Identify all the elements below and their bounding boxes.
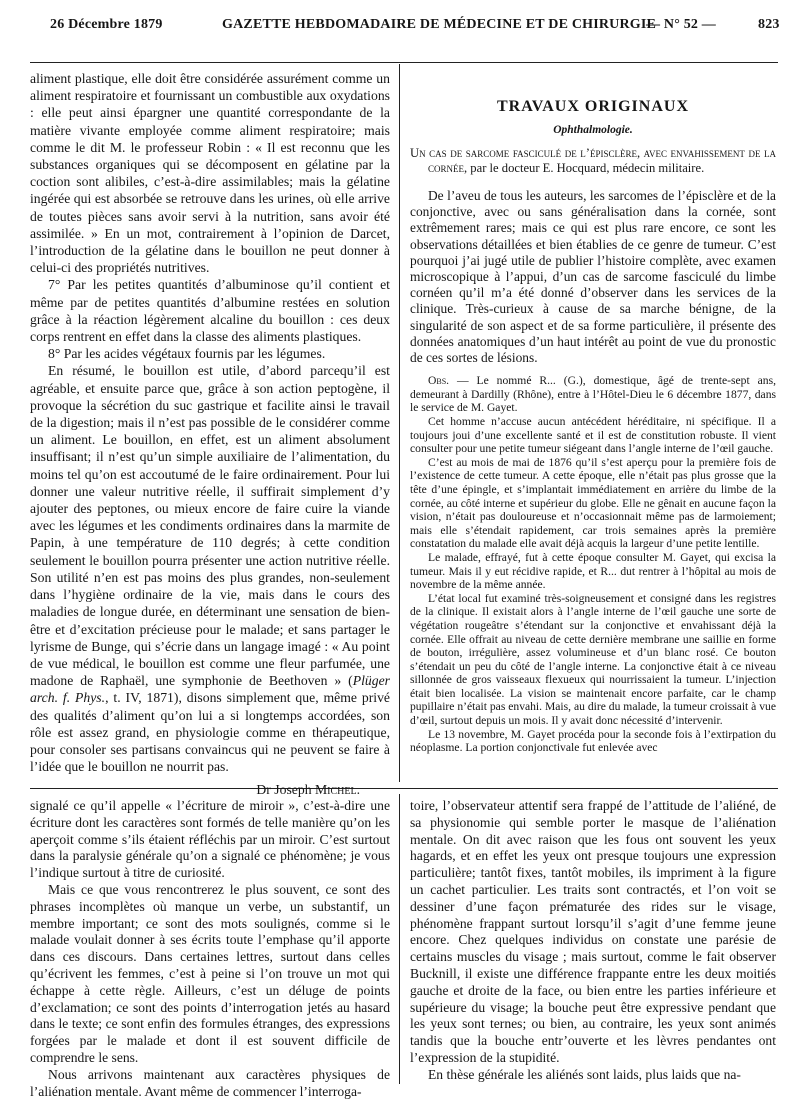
paragraph-text: — Le nommé R... (G.), domestique, âgé de trente-sept ans, demeurant à Dardilly (Rhône), entre à l’Hôtel-Dieu le 6 décembre 1877, dans le service de M. Gayet. (410, 374, 776, 415)
column-divider-bottom (399, 794, 400, 1084)
right-column-top (410, 98, 776, 755)
header-divider (30, 62, 778, 63)
paragraph: Cet homme n’accuse aucun antécédent héréditaire, ni spécifique. Il a toujours joui d’une excellente santé et il est de constitution robuste. Il vient consulter pour une petite tumeur siégeant dans l’angle interne de l’œil gauche. (410, 415, 776, 456)
paragraph: Nous arrivons maintenant aux caractères physiques de l’aliénation mentale. Avant même de commencer l’interroga- (30, 1066, 390, 1099)
article-title-author: par le docteur E. Hocquard, médecin militaire. (467, 161, 705, 175)
paragraph-text: En résumé, le bouillon est utile, d’abord parcequ’il est agréable, et ensuite parce que, grâce à son action peptogène, il provoque la sécrétion du suc gastrique et facilite ainsi le travail de la digestion; mais il n’est pas possible de le considérer comme un aliment. Le bouillon, en effet, est un aliment absolument insuffisant; il n’est qu’un simple auxiliaire de l’alimentation, du moins tel qu’on est accoutumé de le faire ordinairement. Pour lui donner une valeur nutritive réelle, il suffirait simplement d’y ajouter des peptones, ou mieux encore de faire cuire la viande avec les légumes et les condiments ordinaires dans la marmite de Papin, à une température de 110 degrés; à cette condition seulement le bouillon pourra présenter une action nutritive réelle. Son utilité n’en est pas moins des plus grandes, non-seulement dans l’hygiène ordinaire de la vie, mais dans le cours des maladies de longue durée, en déterminant une sensation de bien-être et d’excitation précieuse pour le malade; et sans partager le lyrisme de Bunge, qui s’écrie dans un langage imagé : « Au point de vue médical, le bouillon est comme une fleur parfumée, une madone de Raphaël, une symphonie de Beethoven » (30, 363, 390, 689)
signature-prefix: Dr Joseph (256, 782, 315, 798)
signature-name: Michel. (314, 782, 360, 798)
header-journal-title: GAZETTE HEBDOMADAIRE DE MÉDECINE ET DE CHIRURGIE (222, 17, 657, 32)
citation-journal: Plüger arch. f. Phys. (30, 673, 390, 706)
left-column-bottom (30, 798, 390, 1100)
section-subtitle: Ophthalmologie. (553, 124, 633, 136)
header-page-number: 823 (758, 17, 780, 32)
paragraph: aliment plastique, elle doit être considérée assurément comme un aliment respiratoire et fournissant un combustible aux oxydations : elle peut ainsi épargner une quantité correspondante de la matière vivante employée comme aliment respiratoire; mais comme le dit M. le professeur Robin : « Il est reconnu que les substances organiques qui se décomposent en gélatine par la coction sont alibiles, c’est-à-dire assimilables; mais la gélatine ingérée qui est absorbée se retrouve dans les urines, où elle arrive de toutes pièces sans avoir servi à la nutrition, sans avoir été assimilée. » En un mot, contrairement à l’opinion de Darcet, l’introduction de la gélatine dans le bouillon ne peut donner à celui-ci des propriétés nutritives. (30, 71, 390, 276)
paragraph: C’est au mois de mai de 1876 qu’il s’est aperçu pour la première fois de l’existence de cette tumeur. A cette époque, elle n’était pas plus grosse que la tête d’une épingle, et s’implantait immédiatement en arrière du limbe de la cornée, au côté interne et supérieur du globe. Elle ne gênait en aucune façon la vision, n’était pas douloureuse et n’occasionnait même pas de larmoiement; mais elle s’étendait rapidement, car trois semaines après la première constatation du malade elle avait déjà acquis la largeur d’une petite lentille. (410, 455, 776, 551)
paragraph: toire, l’observateur attentif sera frappé de l’attitude de l’aliéné, de sa physionomie qui semble porter le masque de l’aliénation mentale. On dit avec raison que les fous ont souvent les yeux hagards, et en effet les yeux ont presque toujours une expression particulière; tantôt fixes, tantôt mobiles, ils impriment à la figure un cachet particulier. Les traits sont contractés, et l’on voit se dessiner d’une façon prématurée des rides sur le visage, phénomène frappant surtout lorsqu’il s’agit d’une femme jeune encore. Chez quelques individus on constate une parésie de certains muscles du visage ; mais surtout, comme le fait observer Bucknill, il existe une différence frappante entre les deux moitiés gauche et droite de la face, ou bien entre les parties inférieure et supérieure du visage; la bouche peut être expressive pendant que les yeux sont ternes; ou bien, au contraire, les yeux sont animés tandis que la bouche entr’ouverte et les lèvres pendantes ont l’expression de la stupidité. (410, 798, 776, 1065)
author-signature (30, 781, 390, 798)
left-column-top (30, 70, 390, 799)
paragraph: Mais ce que vous rencontrerez le plus souvent, ce sont des phrases incomplètes où manque un verbe, un substantif, un membre important; ce sont des mots soulignés, comme si le malade voulait donner à ses écrits toute l’emphase qu’il apporte dans ces discours. Dans certaines lettres, surtout dans celles qu’écrivent les femmes, c’est à peine si l’on trouve un mot qui échappe à cette règle. Ailleurs, c’est un déluge de points d’exclamation; ce sont des points d’interrogation jetés au hasard dans le texte; ce sont enfin des formules étranges, des expressions forgées par le malade et dont il est souvent difficile de comprendre le sens. (30, 881, 390, 1065)
paragraph: 7° Par les petites quantités d’albuminose qu’il contient et même par de petites quantités d’albumine restées en solution grâce à la réaction légèrement alcaline du bouillon : ces deux corps rentrent en effet dans la classe des aliments plastiques. (30, 277, 390, 345)
paragraph (410, 374, 776, 415)
citation-open: ( (341, 673, 353, 689)
article-intro: De l’aveu de tous les auteurs, les sarcomes de l’épisclère et de la conjonctive, avec ou sans généralisation dans la cornée, sont extrêmement rares; mais ce qui est plus rare encore, ce sont les observations détaillées et bien établies de ce genre de tumeur. C’est pourquoi j’ai jugé utile de publier l’histoire complète, avec examen microscopique à l’appui, d’un cas de sarcome fasciculé du limbe cornéen qu’il m’a été donné d’observer dans les services de la clinique. Très-curieux à cause de sa marche bénigne, de la singularité de son aspect et de sa forme particulière, il présente des données anatomiques d’un haut intérêt au point de vue du pronostic de ces sortes de lésions. (410, 188, 776, 366)
paragraph (30, 362, 390, 775)
article-title-main: Un cas de sarcome fasciculé de l’épisclère, avec envahissement de la cornée, (410, 146, 776, 175)
citation-reference: , t. IV, 1871 (105, 690, 174, 706)
paragraph-text: ), disons simplement que, même privé des qualités d’aliment qu’on lui a si longtemps accordées, son rôle est assez grand, en physiologie comme en thérapeutique, pour consoler ses partisans convaincus qui ne peuvent se faire à l’idée que le bouillon ne nourrit pas. (30, 690, 390, 775)
paragraph: 8° Par les acides végétaux fournis par les légumes. (48, 346, 326, 362)
paragraph: Le 13 novembre, M. Gayet procéda pour la seconde fois à l’extirpation du néoplasme. La portion conjonctivale fut enlevée avec (410, 727, 776, 755)
header-date: 26 Décembre 1879 (50, 17, 163, 32)
running-header (22, 14, 782, 36)
observation-block (410, 374, 776, 755)
article-title (410, 146, 776, 176)
paragraph: L’état local fut examiné très-soigneusement et consigné dans les registres de la clinique. Il existait alors à l’angle interne de l’œil gauche une sorte de végétation rougeâtre s’étendant sur la conjonctive et envahissant déjà la cornée. Elle offrait au niveau de cette dernière membrane une saillie en forme de bouton, irrégulière, assez volumineuse et d’un blanc rosé. Ce bouton s’étendait un peu du côté de l’angle interne. La conjonctive était à ce niveau sillonnée de gros vaisseaux flexueux qui nourrissaient la tumeur. L’injection était bien localisée. La vision se maintenait encore parfaite, car le champ pupillaire n’était pas envahi. Mais, au dire du malade, la tumeur croissait à vue d’œil, surtout depuis un mois. Il y avait donc nécessité d’intervenir. (410, 591, 776, 728)
paragraph: Le malade, effrayé, fut à cette époque consulter M. Gayet, qui excisa la tumeur. Mais il y eut récidive rapide, et R... dut rentrer à l’hôpital au mois de novembre de la même année. (410, 550, 776, 592)
header-issue-number: — N° 52 — (646, 17, 717, 32)
section-title: TRAVAUX ORIGINAUX (497, 98, 689, 115)
right-column-bottom (410, 798, 776, 1084)
column-divider-top (399, 64, 400, 782)
observation-label: Obs. (428, 374, 450, 388)
paragraph: En thèse générale les aliénés sont laids, plus laids que na- (428, 1066, 741, 1082)
paragraph: signalé ce qu’il appelle « l’écriture de miroir », c’est-à-dire une écriture dont les caractères sont formés de telle manière qu’on les aperçoit comme s’ils étaient réfléchis par un miroir. C’est surtout dans la paralysie générale qu’on a signalé ce phénomène; je vous l’indique surtout à titre de curiosité. (30, 798, 390, 881)
